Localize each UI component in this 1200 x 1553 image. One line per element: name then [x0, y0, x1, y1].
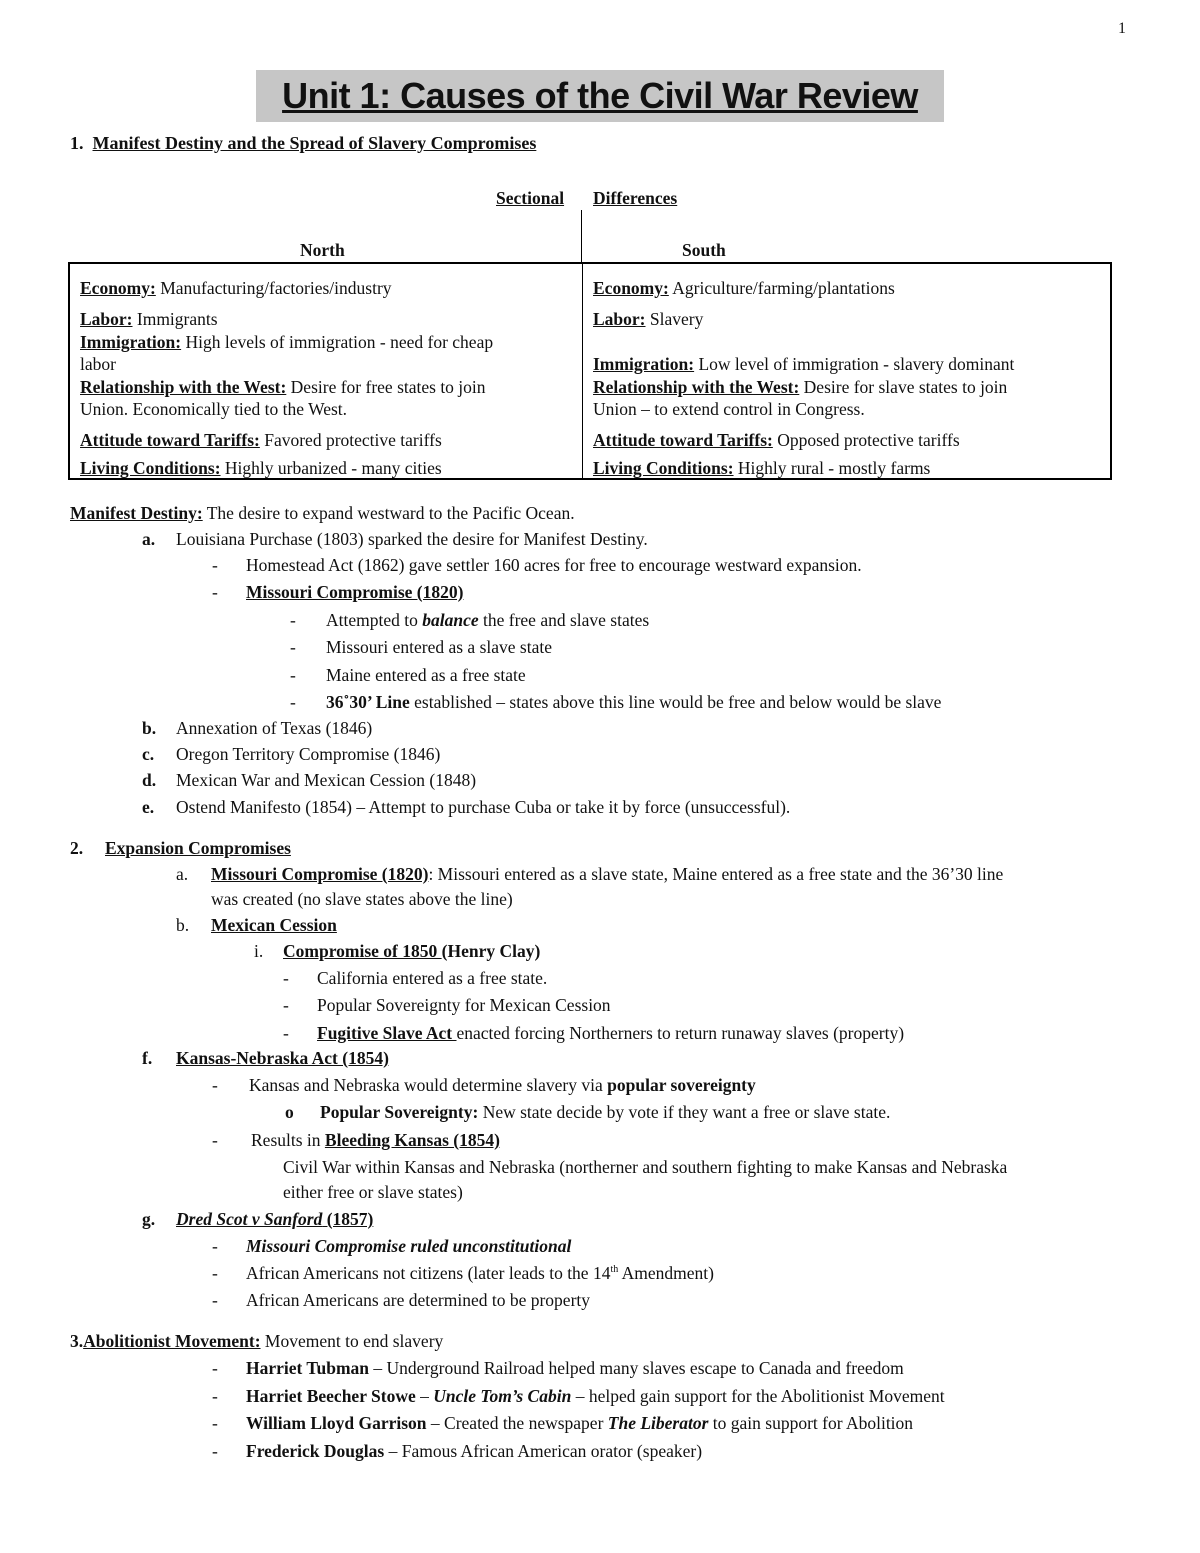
dash-bullet: -: [212, 1236, 218, 1256]
list-item: Fugitive Slave Act enacted forcing Northerners to return runaway slaves (property): [317, 1023, 905, 1043]
list-item: Mexican War and Mexican Cession (1848): [176, 770, 477, 790]
south-west-relationship-cont: Union – to extend control in Congress.: [593, 399, 865, 419]
list-item: Annexation of Texas (1846): [176, 718, 373, 738]
comparison-title-right: Differences: [593, 188, 678, 208]
north-tariffs: Attitude toward Tariffs: Favored protective tariffs: [80, 430, 442, 450]
list-item: Missouri entered as a slave state: [326, 637, 552, 657]
dash-bullet: -: [283, 1023, 289, 1043]
list-item: Louisiana Purchase (1803) sparked the desire for Manifest Destiny.: [176, 529, 648, 549]
list-item: Missouri Compromise ruled unconstitutional: [246, 1236, 572, 1256]
list-item: Popular Sovereignty: New state decide by vote if they want a free or slave state.: [320, 1102, 891, 1122]
list-item: 36˚30’ Line established – states above this line would be free and below would be slave: [326, 692, 942, 712]
north-living: Living Conditions: Highly urbanized - many cities: [80, 458, 442, 478]
list-item-desc: Civil War within Kansas and Nebraska (northerner and southern fighting to make Kansas and Nebraska: [283, 1157, 1008, 1177]
list-marker: a.: [176, 864, 189, 884]
manifest-destiny-definition: Manifest Destiny: The desire to expand westward to the Pacific Ocean.: [70, 503, 575, 523]
south-header: South: [682, 240, 726, 260]
list-marker: e.: [142, 797, 155, 817]
section-title: Manifest Destiny and the Spread of Slavery Compromises: [92, 133, 537, 153]
list-marker: i.: [254, 941, 264, 961]
dash-bullet: -: [290, 637, 296, 657]
list-marker: g.: [142, 1209, 156, 1229]
south-tariffs: Attitude toward Tariffs: Opposed protective tariffs: [593, 430, 960, 450]
north-labor: Labor: Immigrants: [80, 309, 218, 329]
list-item-desc-cont: either free or slave states): [283, 1182, 463, 1202]
list-item: Attempted to balance the free and slave states: [326, 610, 650, 630]
section-number: 1.: [70, 133, 84, 153]
south-economy: Economy: Agriculture/farming/plantations: [593, 278, 895, 298]
list-item: California entered as a free state.: [317, 968, 548, 988]
list-marker: d.: [142, 770, 157, 790]
section-1-heading: [70, 133, 536, 154]
south-immigration: Immigration: Low level of immigration - slavery dominant: [593, 354, 1015, 374]
list-marker: a.: [142, 529, 156, 549]
list-item: Results in Bleeding Kansas (1854): [251, 1130, 500, 1150]
list-item-homestead: Homestead Act (1862) gave settler 160 acres for free to encourage westward expansion.: [246, 555, 862, 575]
dash-bullet: -: [212, 1386, 218, 1406]
list-marker: f.: [142, 1048, 153, 1068]
north-header: North: [300, 240, 345, 260]
dred-scott-heading: Dred Scot v Sanford (1857): [176, 1209, 374, 1229]
list-item: Kansas and Nebraska would determine slavery via popular sovereignty: [249, 1075, 756, 1095]
south-west-relationship: Relationship with the West: Desire for slave states to join: [593, 377, 1008, 397]
abolitionist-item: William Lloyd Garrison – Created the newspaper The Liberator to gain support for Abolition: [246, 1413, 914, 1433]
compromise-1850-heading: Compromise of 1850 (Henry Clay): [283, 941, 541, 961]
list-marker: b.: [142, 718, 157, 738]
dash-bullet: -: [290, 610, 296, 630]
list-item: Popular Sovereignty for Mexican Cession: [317, 995, 611, 1015]
column-divider: [581, 210, 582, 264]
abolitionist-item: Harriet Beecher Stowe – Uncle Tom’s Cabin – helped gain support for the Abolitionist Movement: [246, 1386, 945, 1406]
list-marker: c.: [142, 744, 155, 764]
dash-bullet: -: [212, 1130, 218, 1150]
missouri-compromise-heading: Missouri Compromise (1820): [246, 582, 464, 602]
dash-bullet: -: [290, 665, 296, 685]
abolitionist-item: Harriet Tubman – Underground Railroad helped many slaves escape to Canada and freedom: [246, 1358, 904, 1378]
dash-bullet: -: [283, 968, 289, 988]
section-2-number: 2.: [70, 838, 84, 858]
kansas-nebraska-heading: Kansas-Nebraska Act (1854): [176, 1048, 389, 1068]
dash-bullet: -: [212, 1413, 218, 1433]
list-item: Maine entered as a free state: [326, 665, 526, 685]
north-immigration-cont: labor: [80, 354, 116, 374]
section-3-heading: 3.Abolitionist Movement: Movement to end slavery: [70, 1331, 444, 1351]
dash-bullet: -: [212, 1290, 218, 1310]
south-labor: Labor: Slavery: [593, 309, 704, 329]
sectional-differences-table: [68, 262, 1112, 480]
table-divider: [582, 264, 583, 478]
dash-bullet: -: [212, 1358, 218, 1378]
list-item: African Americans are determined to be property: [246, 1290, 591, 1310]
list-marker: b.: [176, 915, 190, 935]
dash-bullet: -: [212, 582, 218, 602]
dash-bullet: -: [290, 692, 296, 712]
north-west-relationship: Relationship with the West: Desire for free states to join: [80, 377, 486, 397]
section-2-heading: Expansion Compromises: [105, 838, 291, 858]
dash-bullet: -: [212, 1263, 218, 1283]
list-item: African Americans not citizens (later leads to the 14th Amendment): [246, 1263, 714, 1283]
south-living: Living Conditions: Highly rural - mostly farms: [593, 458, 931, 478]
dash-bullet: -: [212, 555, 218, 575]
north-immigration: Immigration: High levels of immigration - need for cheap: [80, 332, 494, 352]
sub-bullet: o: [285, 1102, 294, 1122]
dash-bullet: -: [212, 1441, 218, 1461]
north-economy: Economy: Manufacturing/factories/industry: [80, 278, 392, 298]
mexican-cession-heading: Mexican Cession: [211, 915, 337, 935]
dash-bullet: -: [212, 1075, 218, 1095]
list-item: Ostend Manifesto (1854) – Attempt to purchase Cuba or take it by force (unsuccessful).: [176, 797, 791, 817]
comparison-title-left: Sectional: [496, 188, 565, 208]
page-number: 1: [1118, 20, 1126, 37]
list-item-cont: was created (no slave states above the line): [211, 889, 513, 909]
page-title: Unit 1: Causes of the Civil War Review: [256, 70, 944, 122]
north-west-relationship-cont: Union. Economically tied to the West.: [80, 399, 348, 419]
dash-bullet: -: [283, 995, 289, 1015]
list-item: Missouri Compromise (1820): Missouri entered as a slave state, Maine entered as a free state and the 36’30 line: [211, 864, 1004, 884]
abolitionist-item: Frederick Douglas – Famous African American orator (speaker): [246, 1441, 703, 1461]
list-item: Oregon Territory Compromise (1846): [176, 744, 441, 764]
